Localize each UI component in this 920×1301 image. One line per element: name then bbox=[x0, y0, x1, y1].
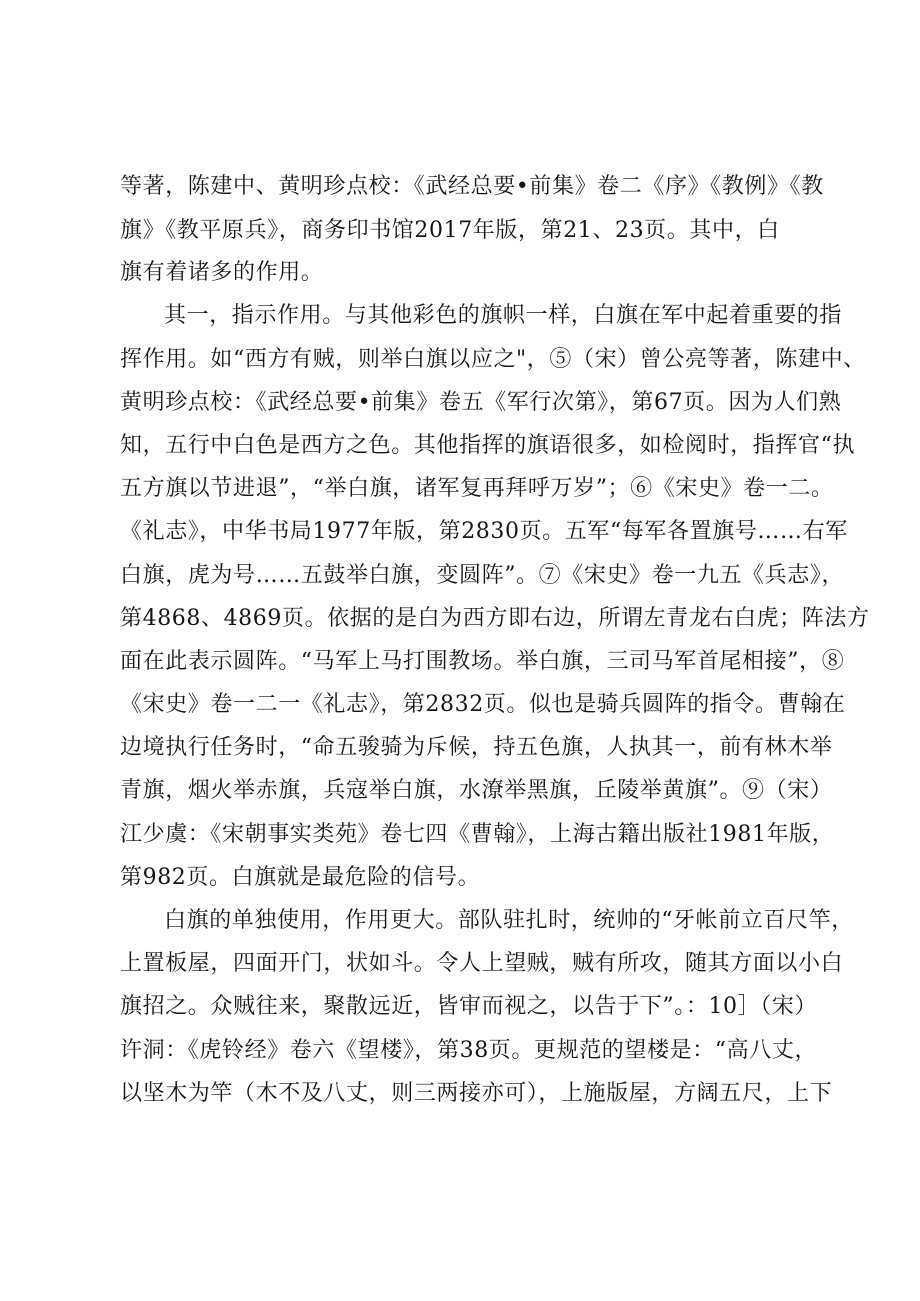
text-line: 挥作用。如“西方有贼，则举白旗以应之"，⑤（宋）曾公亮等著，陈建中、 bbox=[120, 347, 866, 372]
text-line: 边境执行任务时，“命五骏骑为斥候，持五色旗，人执其一，前有林木举 bbox=[120, 735, 833, 760]
text-line: 等著，陈建中、黄明珍点校：《武经总要•前集》卷二《序》《教例》《教 bbox=[120, 174, 824, 199]
text-line: 《礼志》，中华书局1977年版，第2830页。五军“每军各置旗号……右军 bbox=[120, 519, 848, 544]
text-line: 许洞：《虎铃经》卷六《望楼》，第38页。更规范的望楼是：“高八丈， bbox=[120, 1038, 818, 1063]
text-line: 五方旗以节进退”，“举白旗，诸军复再拜呼万岁”；⑥《宋史》卷一二。 bbox=[120, 476, 834, 501]
text-line: 其一，指示作用。与其他彩色的旗帜一样，白旗在军中起着重要的指 bbox=[164, 303, 843, 328]
text-line: 青旗，烟火举赤旗，兵寇举白旗，水潦举黑旗，丘陵举黄旗”。⑨（宋） bbox=[120, 778, 833, 803]
text-line: 黄明珍点校：《武经总要•前集》卷五《军行次第》，第67页。因为人们熟 bbox=[120, 390, 842, 415]
text-line: 面在此表示圆阵。“马军上马打围教场。举白旗，三司马军首尾相接”，⑧ bbox=[120, 649, 845, 674]
text-line: 旗》《教平原兵》，商务印书馆2017年版，第21、23页。其中，白 bbox=[120, 218, 780, 243]
text-line: 旗招之。众贼往来，聚散远近，皆审而视之，以告于下”。：10］（宋） bbox=[120, 994, 818, 1019]
text-line: 旗有着诸多的作用。 bbox=[120, 260, 324, 285]
text-line: 第4868、4869页。依据的是白为西方即右边，所谓左青龙右白虎；阵法方 bbox=[120, 606, 870, 631]
text-line: 《宋史》卷一二一《礼志》，第2832页。似也是骑兵圆阵的指令。曹翰在 bbox=[120, 692, 846, 717]
text-line: 第982页。白旗就是最危险的信号。 bbox=[120, 865, 481, 890]
text-line: 上置板屋，四面开门，状如斗。令人上望贼，贼有所攻，随其方面以小白 bbox=[120, 951, 844, 976]
text-line: 白旗的单独使用，作用更大。部队驻扎时，统帅的“牙帐前立百尺竿， bbox=[164, 908, 854, 933]
text-line: 知，五行中白色是西方之色。其他指挥的旗语很多，如检阅时，指挥官“执 bbox=[120, 433, 856, 458]
text-line: 江少虞：《宋朝事实类苑》卷七四《曹翰》，上海古籍出版社1981年版， bbox=[120, 822, 835, 847]
text-line: 白旗，虎为号……五鼓举白旗，变圆阵”。⑦《宋史》卷一九五《兵志》， bbox=[120, 563, 845, 588]
text-line: 以坚木为竿（木不及八丈，则三两接亦可），上施版屋，方阔五尺，上下 bbox=[120, 1081, 833, 1106]
